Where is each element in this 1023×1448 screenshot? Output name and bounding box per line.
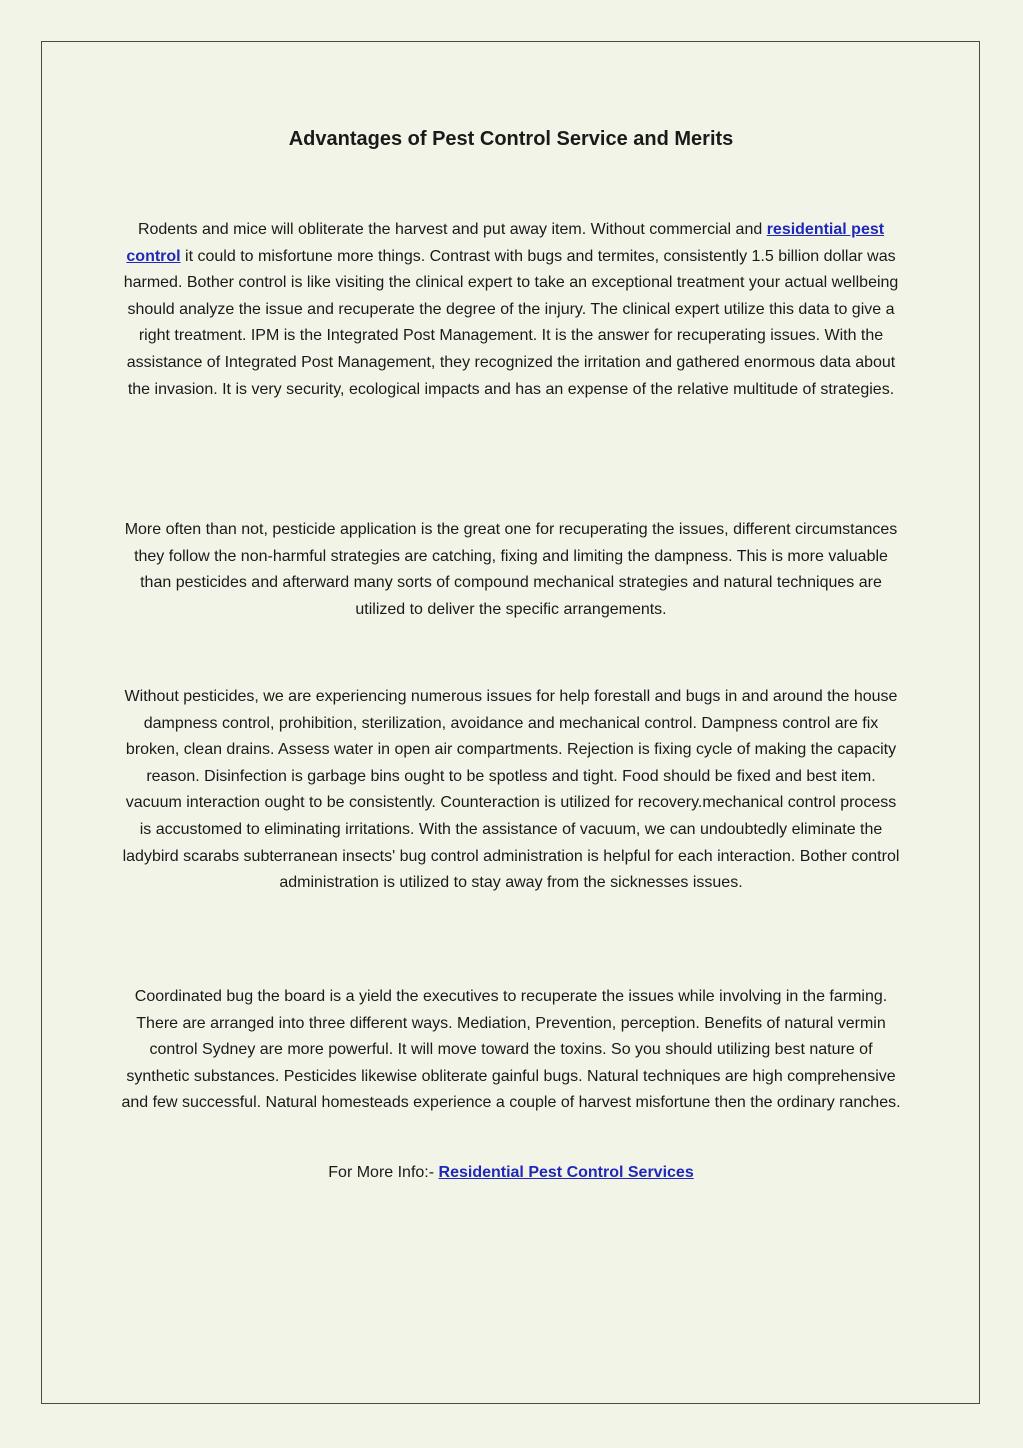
paragraph-intro-text-start: Rodents and mice will obliterate the harvest and put away item. Without commercial and [137, 221, 767, 238]
paragraph-without-pesticides: Without pesticides, we are experiencing numerous issues for help forestall and bugs in and around the house dampness control, prohibition, sterilization, avoidance and mechanical control. Dampness control are fix broken, clean drains. Assess water in open air compartments. Rejection is fixing cycle of making the capacity reason. Disinfection is garbage bins ought to be spotless and tight. Food should be fixed and best item. vacuum interaction ought to be consistently. Counteraction is utilized for recovery.mechanical control process is accustomed to eliminating irritations. With the assistance of vacuum, we can undoubtedly eliminate the ladybird scarabs subterranean insects' bug control administration is helpful for each interaction. Bother control administration is utilized to stay away from the sicknesses issues. [122, 688, 900, 892]
more-info-line [120, 1160, 902, 1187]
residential-pest-control-services-link[interactable]: Residential Pest Control Services [438, 1164, 694, 1181]
paragraph-pesticide-application: More often than not, pesticide application is the great one for recuperating the issues, different circumstances they follow the non-harmful strategies are catching, fixing and limiting the dampness. This is more valuable than pesticides and afterward many sorts of compound mechanical strategies and natural techniques are utilized to deliver the specific arrangements. [124, 521, 898, 618]
paragraph-intro [120, 217, 902, 403]
paragraph-intro-text-end: it could to misfortune more things. Contrast with bugs and termites, consistently 1.5 billion dollar was harmed. Bother control is like visiting the clinical expert to take an exceptional treatment your actual wellbeing should analyze the issue and recuperate the degree of the injury. The clinical expert utilize this data to give a right treatment. IPM is the Integrated Post Management. It is the answer for recuperating issues. With the assistance of Integrated Post Management, they recognized the irritation and gathered enormous data about the invasion. It is very security, ecological impacts and has an expense of the relative multitude of strategies. [123, 247, 899, 398]
page-title: Advantages of Pest Control Service and Merits [288, 128, 734, 150]
paragraph-coordinated-management: Coordinated bug the board is a yield the executives to recuperate the issues while involving in the farming. There are arranged into three different ways. Mediation, Prevention, perception. Benefits of natural vermin control Sydney are more powerful. It will move toward the toxins. So you should utilizing best nature of synthetic substances. Pesticides likewise obliterate gainful bugs. Natural techniques are high comprehensive and few successful. Natural homesteads experience a couple of harvest misfortune then the ordinary ranches. [121, 988, 901, 1112]
residential-pest-control-link[interactable]: residential pest control [126, 221, 885, 265]
more-info-label: For More Info:- [328, 1164, 439, 1181]
